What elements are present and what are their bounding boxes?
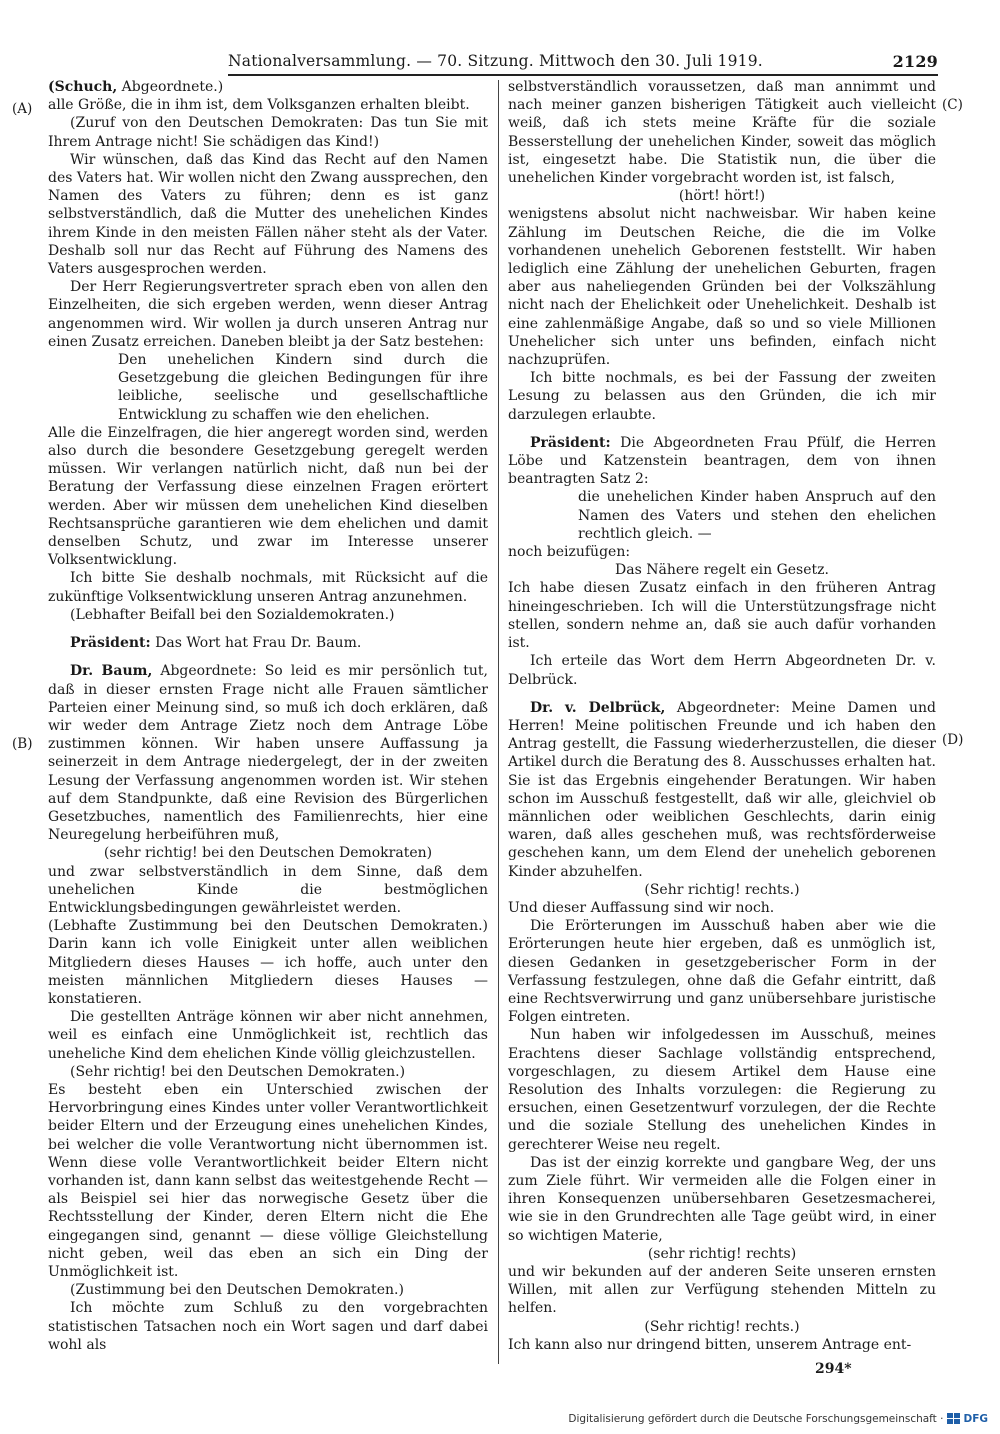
paragraph <box>508 1026 936 1153</box>
paragraph <box>48 278 488 351</box>
paragraph-text: und wir bekunden auf der anderen Seite unseren ernsten Willen, mit allen zur Verfügung stehenden Mitteln zu helfen. <box>508 1264 936 1317</box>
paragraph <box>48 662 488 844</box>
speaker-label: (Schuch, <box>48 79 118 95</box>
paragraph-text: Das Wort hat Frau Dr. Baum. <box>150 635 362 652</box>
paragraph <box>508 561 936 579</box>
paragraph-text: Und dieser Auffassung sind wir noch. <box>508 899 775 916</box>
speaker-label: Präsident: <box>70 635 151 652</box>
paragraph <box>508 899 936 917</box>
paragraph <box>48 78 488 96</box>
paragraph <box>48 151 488 278</box>
paragraph <box>508 1263 936 1318</box>
paragraph-text: (Lebhafte Zustimmung bei den Deutschen Demokraten.) Darin kann ich volle Einigkeit unter allen weiblichen Mitgliedern dieses Hauses — ich hoffe, auch unter den meisten männlichen Mitgliedern dieses Hauses — konstatieren. <box>48 918 488 1007</box>
paragraph-text: (Sehr richtig! rechts.) <box>644 1318 800 1335</box>
paragraph-text: Ich kann also nur dringend bitten, unserem Antrage ent- <box>508 1336 912 1353</box>
paragraph-text: Ich erteile das Wort dem Herrn Abgeordneten Dr. v. Delbrück. <box>508 653 936 688</box>
dfg-logo <box>947 1413 988 1425</box>
paragraph-text: Ich bitte Sie deshalb nochmals, mit Rücksicht auf die zukünftige Volksentwicklung unseren Antrag anzunehmen. <box>48 570 488 605</box>
paragraph-text: (sehr richtig! bei den Deutschen Demokraten) <box>103 845 433 862</box>
paragraph <box>48 1281 488 1299</box>
paragraph-text: Ich bitte nochmals, es bei der Fassung der zweiten Lesung zu belassen aus den Gründen, die ich mir darzulegen erlaubte. <box>508 370 936 423</box>
paragraph-text: Das Nähere regelt ein Gesetz. <box>615 562 829 579</box>
paragraph <box>508 369 936 424</box>
paragraph-text: Wir wünschen, daß das Kind das Recht auf den Namen des Vaters hat. Wir wollen nicht den Zwang aussprechen, den Namen des Vaters zu führen; denn es ist ganz selbstverständlich, daß die Mutter des unehelichen Kindes ihrem Kinde in den meisten Fällen näher steht als der Vater. Deshalb soll nur das Recht auf Führung des Namens des Vaters ausgesprochen werden. <box>48 151 488 278</box>
paragraph-text: Die Erörterungen im Ausschuß haben aber wie die Erörterungen heute hier ergeben, daß es unmöglich ist, diesen Gedanken in gesetzgeberischer Form in der Verfassung festzulegen, ohne daß die Gefahr eintritt, daß eine Rechtsverwirrung und ganz unübersehbare juristische Folgen eintreten. <box>508 918 936 1026</box>
speaker-label: Präsident: <box>530 434 611 451</box>
paragraph <box>48 1299 488 1354</box>
paragraph <box>48 96 488 114</box>
paragraph-text: noch beizufügen: <box>508 544 631 561</box>
paragraph <box>508 579 936 652</box>
margin-marker-d: (D) <box>942 732 964 748</box>
paragraph-text: alle Größe, die in ihm ist, dem Volksganzen erhalten bleibt. <box>48 97 470 114</box>
paragraph <box>48 1063 488 1081</box>
left-column <box>48 78 488 1354</box>
paragraph <box>508 78 936 187</box>
paragraph <box>508 434 936 489</box>
page-number: 2129 <box>892 52 938 71</box>
paragraph <box>508 205 936 369</box>
header-title: Nationalversammlung. — 70. Sitzung. Mittwoch den 30. Juli 1919. <box>228 52 763 70</box>
paragraph <box>48 863 488 918</box>
paragraph <box>508 699 936 881</box>
paragraph <box>48 634 488 652</box>
paragraph <box>508 187 936 205</box>
page-header <box>228 52 938 76</box>
paragraph-text: (Sehr richtig! rechts.) <box>644 881 800 898</box>
paragraph <box>508 1318 936 1336</box>
paragraph-text: Die Abgeordneten Frau Pfülf, die Herren Löbe und Katzenstein beantragen, dem von ihnen beantragten Satz 2: <box>508 434 936 488</box>
paragraph <box>48 606 488 624</box>
paragraph-text: Abgeordnete.) <box>117 79 224 95</box>
paragraph <box>508 652 936 688</box>
paragraph <box>508 917 936 1026</box>
paragraph-text: Nun haben wir infolgedessen im Ausschuß, meines Erachtens dieser Sachlage vollständig entsprechend, vorgeschlagen, zu diesem Artikel dem Hause eine Resolution des Inhalts vorzulegen: die Regierung zu ersuchen, einen Gesetzentwurf vorzulegen, der die Rechte und die soziale Stellung des unehelichen Kindes in gerechterer Weise neu regelt. <box>508 1027 936 1153</box>
paragraph-text: selbstverständlich voraussetzen, daß man annimmt und nach meiner ganzen bisherigen Tätigkeit auch vielleicht weiß, daß ich stets meine Kräfte für die soziale Besserstellung der unehelichen Kinder, soweit das möglich ist, eingesetzt habe. Die Statistik nun, die über die unehelichen Kinder vorgebracht worden ist, ist falsch, <box>508 79 936 187</box>
margin-marker-b: (B) <box>12 736 33 752</box>
paragraph-text: (Lebhafter Beifall bei den Sozialdemokraten.) <box>70 606 395 623</box>
paragraph-text: (Zustimmung bei den Deutschen Demokraten.) <box>70 1282 404 1299</box>
paragraph-text: Abgeordnete: So leid es mir persönlich tut, daß in dieser ernsten Frage nicht alle Frauen sämtlicher Parteien einer Meinung sind, so muß ich doch erklären, daß wir weder dem Antrage Zietz noch dem Antrage Löbe zustimmen können. Wir haben unsere Auffassung ja seinerzeit in dem Antrage niedergelegt, der in der zweiten Lesung der Verfassung angenommen worden ist. Wir stehen auf dem Standpunkte, daß eine Revision des Bürgerlichen Gesetzbuches, namentlich des Familienrechts, hier eine Neuregelung herbeiführen muß, <box>48 663 488 844</box>
paragraph <box>48 569 488 605</box>
dfg-logo-text: DFG <box>963 1413 988 1425</box>
paragraph <box>48 114 488 150</box>
paragraph-text: (Sehr richtig! bei den Deutschen Demokraten.) <box>70 1063 406 1080</box>
paragraph <box>48 1081 488 1281</box>
credit-text: Digitalisierung gefördert durch die Deutsche Forschungsgemeinschaft · <box>568 1413 944 1425</box>
paragraph-text: wenigstens absolut nicht nachweisbar. Wir haben keine Zählung im Deutschen Reiche, die die im Volke vorhandenen unehelich Geborenen feststellt. Wir haben lediglich eine Zählung der unehelichen Geburten, fragen aber aus naheliegenden Gründen bei der Volkszählung nicht nach der Ehelichkeit oder Unehelichkeit. Deshalb ist eine zahlenmäßige Angabe, daß so und so viele Millionen Unehelicher sich unter uns befinden, einfach nicht nachzuprüfen. <box>508 206 936 369</box>
paragraph-text: Es besteht eben ein Unterschied zwischen der Hervorbringung eines Kindes unter voller Verantwortlichkeit beider Eltern und der Erzeugung eines unehelichen Kindes, bei welcher die volle Verantwortung nicht übernommen ist. Wenn diese volle Verantwortlichkeit beider Eltern nicht vorhanden ist, dann kann selbst das weitestgehende Recht — als Beispiel sei hier das norwegische Gesetz über die Rechtsstellung der Kinder, deren Eltern nicht die Ehe eingegangen sind, genannt — diese völlige Gleichstellung nicht geben, weil das eben an sich ein Ding der Unmöglichkeit ist. <box>48 1081 488 1280</box>
margin-marker-a: (A) <box>12 101 33 117</box>
paragraph <box>508 881 936 899</box>
paragraph-text: die unehelichen Kinder haben Anspruch auf den Namen des Vaters und stehen den ehelichen rechtlich gleich. — <box>578 489 936 542</box>
paragraph-text: Die gestellten Anträge können wir aber nicht annehmen, weil es einfach eine Unmöglichkeit ist, rechtlich das uneheliche Kind dem ehelichen Kinde völlig gleichzustellen. <box>48 1009 488 1062</box>
paragraph-text: und zwar selbstverständlich in dem Sinne, daß dem unehelichen Kinde die bestmöglichen Entwicklungsbedingungen gewährleistet werden. <box>48 863 488 916</box>
paragraph-text: (sehr richtig! rechts) <box>647 1245 797 1262</box>
paragraph <box>48 1008 488 1063</box>
speaker-label: Dr. v. Delbrück, <box>530 699 666 716</box>
paragraph <box>48 917 488 1008</box>
paragraph-text: Den unehelichen Kindern sind durch die Gesetzgebung die gleichen Bedingungen für ihre leibliche, seelische und gesellschaftliche Entwicklung zu schaffen wie den ehelichen. <box>118 352 488 423</box>
paragraph-text: Das ist der einzig korrekte und gangbare Weg, der uns zum Ziele führt. Wir vermeiden alle die Folgen einer in ihren Konsequenzen unübersehbaren Gesetzesmacherei, wie sie in den Grundrechten alle Tage geübt wird, in einer so wichtigen Materie, <box>508 1154 936 1244</box>
paragraph <box>508 543 936 561</box>
speaker-label: Dr. Baum, <box>70 663 153 680</box>
paragraph-text: Ich habe diesen Zusatz einfach in den früheren Antrag hineingeschrieben. Ich will die Unterstützungsfrage nicht stellen, sondern nehme an, daß sie auch dafür vorhanden ist. <box>508 580 936 652</box>
paragraph <box>508 1154 936 1245</box>
paragraph-text: Abgeordneter: Meine Damen und Herren! Meine politischen Freunde und ich haben den Antrag gestellt, die Fassung wiederherzustellen, die dieser Artikel durch die Beratung des 8. Ausschusses erhalten hat. Sie ist das Ergebnis eingehender Beratungen. Wir haben schon im Ausschuß festgestellt, daß wir alle, gleichviel ob männlichen oder weiblichen Geschlechts, darin einig waren, daß alles geschehen muß, was rechtsförderweise geschehen kann, um dem Elend der unehelich geborenen Kinder abzuhelfen. <box>508 699 936 880</box>
paragraph-text: Alle die Einzelfragen, die hier angeregt worden sind, werden also durch die besondere Gesetzgebung geregelt werden müssen. Wir verlangen natürlich nicht, daß nun bei der Beratung der Verfassung diese einzelnen Fragen erörtert werden. Aber wir müssen dem unehelichen Kind dieselben Rechtsansprüche garantieren wie dem ehelichen und damit denselben Schutz, und zwar im Interesse unserer Volksentwicklung. <box>48 424 488 569</box>
right-column <box>508 78 936 1354</box>
paragraph-text: Der Herr Regierungsvertreter sprach eben von allen den Einzelheiten, die sich ergeben werden, wenn dieser Antrag angenommen wird. Wir wollen ja durch unseren Antrag nur einen Zusatz erreichen. Daneben bleibt ja der Satz bestehen: <box>48 279 488 350</box>
paragraph-text: (hört! hört!) <box>678 188 766 205</box>
paragraph <box>578 488 936 543</box>
page-mark: 294* <box>815 1361 852 1377</box>
paragraph <box>48 844 488 862</box>
paragraph <box>508 1245 936 1263</box>
paragraph-text: Ich möchte zum Schluß zu den vorgebrachten statistischen Tatsachen noch ein Wort sagen und darf dabei wohl als <box>48 1300 488 1353</box>
dfg-logo-icon <box>947 1413 961 1425</box>
column-divider <box>498 80 499 1364</box>
paragraph <box>118 351 488 424</box>
digitization-credit <box>568 1413 988 1425</box>
margin-marker-c: (C) <box>942 97 963 113</box>
paragraph <box>48 424 488 570</box>
paragraph <box>508 1336 936 1354</box>
paragraph-text: (Zuruf von den Deutschen Demokraten: Das tun Sie mit Ihrem Antrage nicht! Sie schädigen das Kind!) <box>48 115 488 150</box>
